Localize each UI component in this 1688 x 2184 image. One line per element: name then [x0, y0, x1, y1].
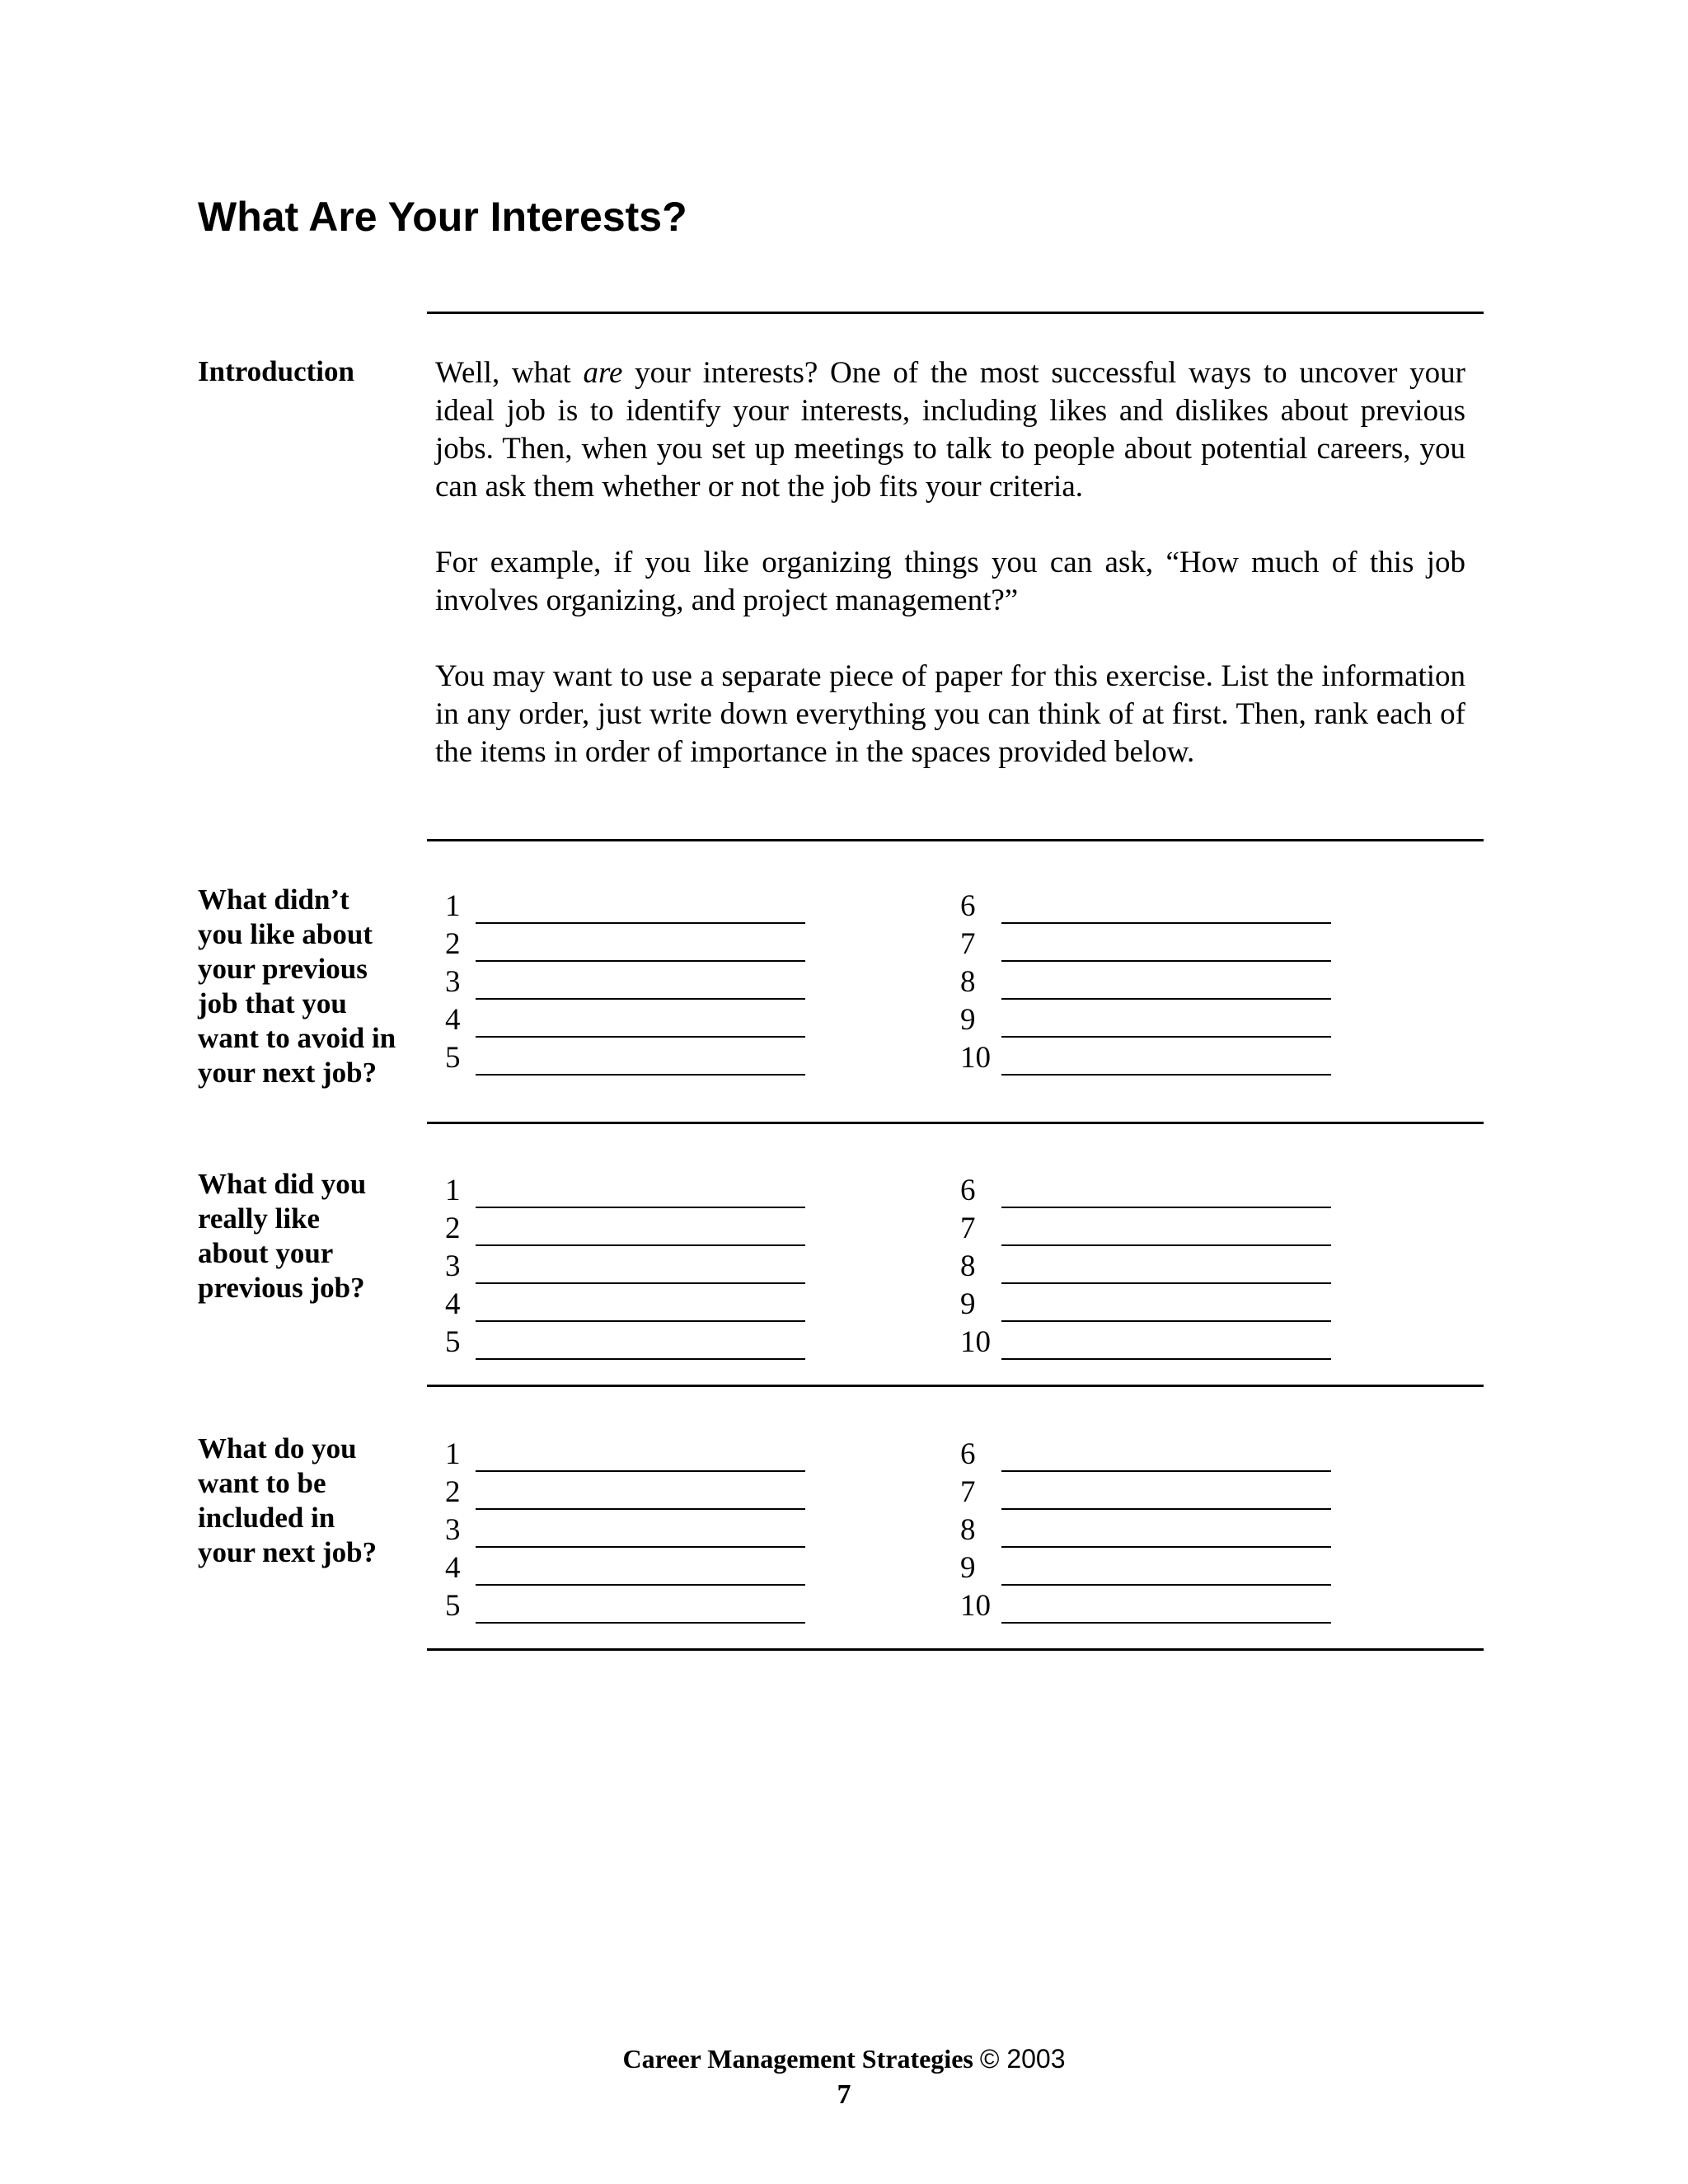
blank-entry-8[interactable]: [960, 1246, 1339, 1284]
blank-entry-3[interactable]: [445, 1510, 824, 1548]
blank-entry-2[interactable]: [445, 1208, 824, 1246]
blank-entry-9[interactable]: [960, 1548, 1339, 1586]
blank-line[interactable]: [1001, 1622, 1331, 1624]
blank-number: 4: [445, 1003, 461, 1037]
blank-number: 7: [960, 927, 976, 961]
blank-number: 3: [445, 1249, 461, 1283]
blank-number: 4: [445, 1287, 461, 1321]
blank-entry-5[interactable]: [445, 1038, 824, 1076]
intro-paragraph-3: You may want to use a separate piece of paper for this exercise. List the information in any order, just write down everything you can think of at first. Then, rank each of the items in order of importance in the spaces provided below.: [435, 659, 1465, 769]
blank-number: 4: [445, 1551, 461, 1585]
section-2-question: What did you really like about your previous job?: [198, 1168, 367, 1304]
page-title: What Are Your Interests?: [198, 194, 687, 240]
footer-company: Career Management Strategies: [622, 2044, 973, 2074]
intro-divider: [427, 839, 1484, 841]
section-3-divider: [427, 1648, 1484, 1651]
blank-number: 5: [445, 1041, 461, 1075]
section-3-question: What do you want to be included in your next job?: [198, 1432, 377, 1568]
blank-entry-4[interactable]: [445, 1284, 824, 1322]
blank-number: 7: [960, 1475, 976, 1509]
blank-entry-1[interactable]: [445, 886, 824, 924]
blank-line[interactable]: [476, 1074, 805, 1076]
intro-paragraph-1: Well, what are your interests? One of the most successful ways to uncover your ideal job is to identify your interests, including likes and dislikes about previous jobs. Then, when you set up meetings to talk to people about potential careers, you can ask them whether or not the job fits your criteria.: [435, 356, 1465, 504]
blank-entry-5[interactable]: [445, 1322, 824, 1360]
blank-entry-3[interactable]: [445, 1246, 824, 1284]
blank-entry-8[interactable]: [960, 1510, 1339, 1548]
blank-entry-7[interactable]: [960, 1472, 1339, 1510]
blank-number: 9: [960, 1003, 976, 1037]
blank-entry-6[interactable]: [960, 1170, 1339, 1208]
blank-entry-7[interactable]: [960, 924, 1339, 962]
blank-number: 8: [960, 1249, 976, 1283]
blank-entry-6[interactable]: [960, 1434, 1339, 1472]
blank-entry-10[interactable]: [960, 1586, 1339, 1624]
blank-entry-10[interactable]: [960, 1038, 1339, 1076]
blank-number: 7: [960, 1212, 976, 1245]
blank-entry-4[interactable]: [445, 1000, 824, 1038]
blank-number: 1: [445, 1174, 461, 1207]
blank-number: 6: [960, 1437, 976, 1471]
blank-entry-7[interactable]: [960, 1208, 1339, 1246]
blank-entry-9[interactable]: [960, 1000, 1339, 1038]
section-2-divider: [427, 1385, 1484, 1387]
blank-line[interactable]: [1001, 1074, 1331, 1076]
blank-number: 5: [445, 1325, 461, 1359]
blank-entry-10[interactable]: [960, 1322, 1339, 1360]
intro-paragraph-2: For example, if you like organizing things you can ask, “How much of this job involves organizing, and project management?”: [435, 546, 1465, 617]
blank-line[interactable]: [476, 1358, 805, 1360]
blank-number: 10: [960, 1041, 991, 1075]
blank-line[interactable]: [476, 1622, 805, 1624]
footer-credit: [0, 2042, 1688, 2075]
blank-entry-5[interactable]: [445, 1586, 824, 1624]
blank-number: 3: [445, 1513, 461, 1547]
blank-line[interactable]: [1001, 1358, 1331, 1360]
blank-number: 6: [960, 1174, 976, 1207]
blank-number: 1: [445, 889, 461, 923]
blank-entry-1[interactable]: [445, 1170, 824, 1208]
blank-number: 5: [445, 1589, 461, 1623]
blank-number: 8: [960, 965, 976, 999]
blank-entry-2[interactable]: [445, 1472, 824, 1510]
footer-copyright: © 2003: [979, 2044, 1066, 2074]
section-1-question: What didn’t you like about your previous job that you want to avoid in your next job?: [198, 883, 396, 1089]
blank-entry-1[interactable]: [445, 1434, 824, 1472]
blank-number: 2: [445, 1212, 461, 1245]
page-number: 7: [837, 2079, 851, 2110]
blank-entry-3[interactable]: [445, 962, 824, 1000]
blank-number: 9: [960, 1551, 976, 1585]
section-1-divider: [427, 1122, 1484, 1124]
introduction-label: Introduction: [198, 355, 354, 387]
blank-number: 10: [960, 1589, 991, 1623]
blank-entry-2[interactable]: [445, 924, 824, 962]
blank-number: 3: [445, 965, 461, 999]
blank-number: 6: [960, 889, 976, 923]
introduction-text: [435, 354, 1465, 771]
blank-number: 2: [445, 1475, 461, 1509]
blank-number: 9: [960, 1287, 976, 1321]
blank-number: 1: [445, 1437, 461, 1471]
blank-entry-6[interactable]: [960, 886, 1339, 924]
blank-number: 10: [960, 1325, 991, 1359]
blank-entry-4[interactable]: [445, 1548, 824, 1586]
blank-entry-9[interactable]: [960, 1284, 1339, 1322]
blank-number: 2: [445, 927, 461, 961]
blank-number: 8: [960, 1513, 976, 1547]
blank-entry-8[interactable]: [960, 962, 1339, 1000]
top-divider: [427, 312, 1484, 314]
